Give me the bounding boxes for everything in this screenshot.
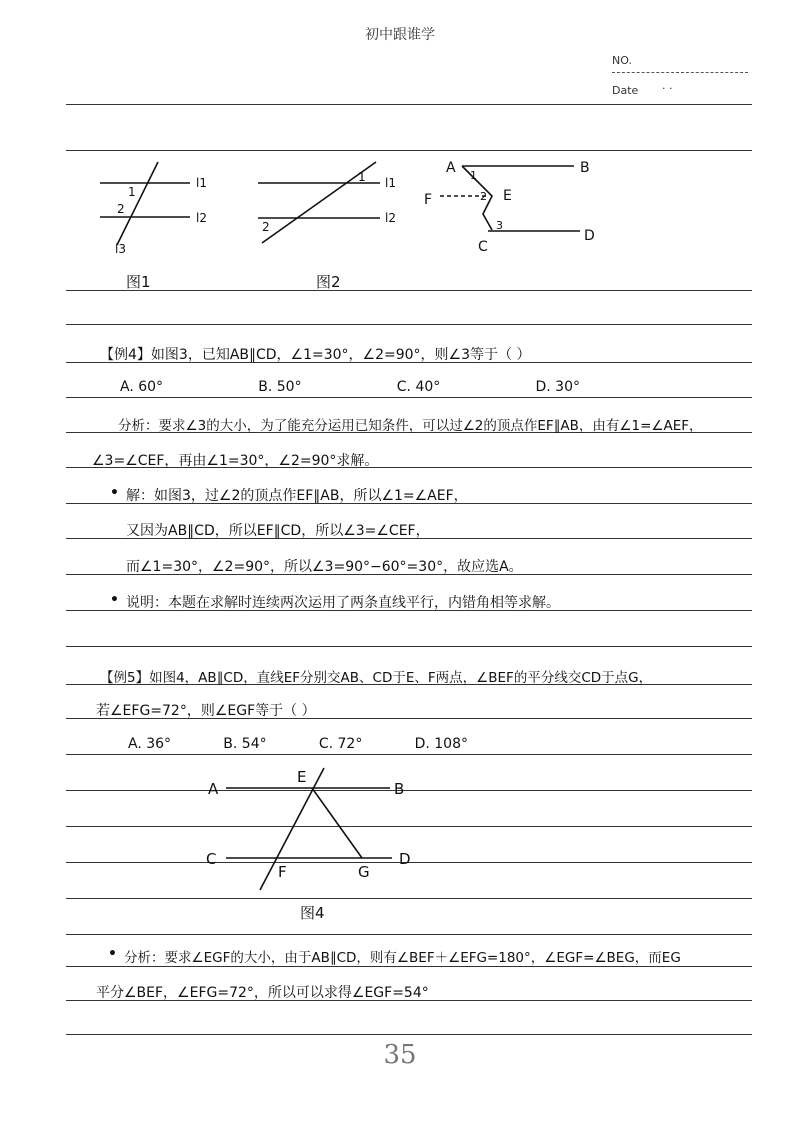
date-label: Date [612, 84, 639, 97]
fig2-angle-2: 2 [262, 220, 270, 234]
page-number: 35 [383, 1040, 417, 1070]
fig4-label-E: E [297, 768, 307, 786]
fig3-label-B: B [580, 160, 590, 176]
fig2-line-1-label: l1 [385, 176, 396, 190]
example4-option-c: C. 40° [396, 379, 441, 395]
fig3-label-A: A [446, 160, 456, 176]
fig4-label-D: D [399, 850, 411, 868]
fig1-angle-2: 2 [117, 202, 125, 216]
example4-solution-line3: 而∠1=30°，∠2=90°，所以∠3=90°−60°=30°，故应选A。 [126, 559, 523, 575]
example5-option-a: A. 36° [128, 736, 172, 752]
figure-4 [0, 760, 800, 935]
fig3-label-F: F [424, 192, 433, 208]
fig3-label-D: D [584, 228, 595, 244]
number-label: NO. [612, 54, 632, 67]
example4-analysis-line2: ∠3=∠CEF，再由∠1=30°，∠2=90°求解。 [92, 453, 379, 469]
example4-options [120, 379, 580, 395]
fig4-label-B: B [394, 780, 405, 798]
fig2-line-2-label: l2 [385, 211, 396, 225]
fig4-label-A: A [208, 780, 219, 798]
example5-options [128, 736, 468, 752]
bullet-dot: • [110, 485, 119, 501]
fig3-label-E: E [503, 188, 512, 204]
number-line [612, 72, 748, 73]
top-figures [0, 150, 800, 295]
figure-1 [100, 162, 190, 245]
example5-analysis-line1: 分析：要求∠EGF的大小，由于AB∥CD，则有∠BEF＋∠EFG=180°，∠EGF=∠BEG，而EG [124, 950, 681, 966]
fig1-caption: 图1 [126, 273, 151, 291]
fig3-angle-2: 2 [480, 190, 487, 203]
example5-question-line2: 若∠EFG=72°，则∠EGF等于（ ） [96, 703, 316, 719]
fig1-angle-1: 1 [128, 185, 136, 199]
fig1-line-2-label: l2 [196, 211, 207, 225]
example4-note: 说明：本题在求解时连续两次运用了两条直线平行，内错角相等求解。 [126, 595, 560, 611]
example5-option-b: B. 54° [223, 736, 267, 752]
page-header-title: 初中跟谁学 [365, 27, 435, 43]
example4-analysis-line1: 分析：要求∠3的大小，为了能充分运用已知条件，可以过∠2的顶点作EF∥AB，由有∠1=∠AEF， [118, 418, 703, 434]
fig4-caption: 图4 [300, 904, 325, 922]
example5-option-c: C. 72° [318, 736, 363, 752]
example4-question: 【例4】如图3，已知AB∥CD，∠1=30°，∠2=90°，则∠3等于（ ） [100, 347, 531, 363]
bullet-dot: • [108, 946, 117, 962]
fig2-angle-1: 1 [358, 170, 366, 184]
fig1-line-3-label: l3 [115, 242, 126, 256]
fig3-angle-1: 1 [470, 169, 477, 182]
fig1-line-1-label: l1 [196, 176, 207, 190]
fig2-caption: 图2 [316, 273, 341, 291]
example4-option-a: A. 60° [120, 379, 164, 395]
example4-solution-line1: 解：如图3，过∠2的顶点作EF∥AB，所以∠1=∠AEF， [126, 488, 468, 504]
fig4-label-F: F [278, 863, 287, 881]
example5-question-line1: 【例5】如图4，AB∥CD，直线EF分别交AB、CD于E、F两点，∠BEF的平分线交CD于点G， [100, 670, 653, 686]
fig3-angle-3: 3 [496, 219, 503, 232]
fig4-label-G: G [358, 863, 370, 881]
example5-option-d: D. 108° [414, 736, 468, 752]
example4-option-b: B. 50° [258, 379, 302, 395]
date-dots: · · [662, 82, 673, 95]
example4-option-d: D. 30° [535, 379, 580, 395]
fig4-label-C: C [206, 850, 217, 868]
bullet-dot: • [110, 592, 119, 608]
example5-analysis-line2: 平分∠BEF，∠EFG=72°，所以可以求得∠EGF=54° [96, 985, 429, 1001]
example4-solution-line2: 又因为AB∥CD，所以EF∥CD，所以∠3=∠CEF， [126, 523, 430, 539]
fig3-label-C: C [478, 239, 488, 255]
